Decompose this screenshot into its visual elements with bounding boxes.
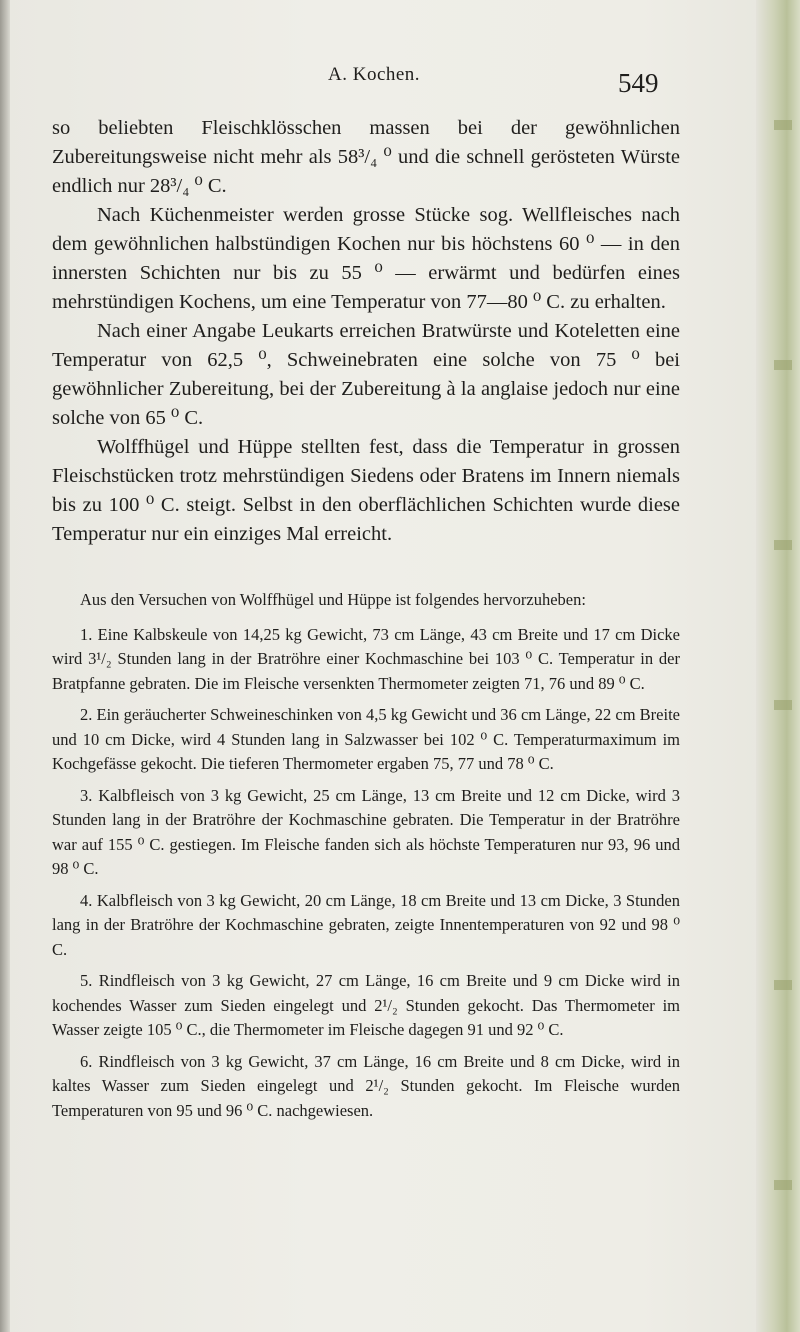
page-gutter-shadow bbox=[0, 0, 10, 1332]
experiments-intro: Aus den Versuchen von Wolffhügel und Hüppe ist folgendes hervorzuheben: bbox=[80, 590, 586, 609]
experiment-1: 1. Eine Kalbskeule von 14,25 kg Gewicht, 73 cm Länge, 43 cm Breite und 17 cm Dicke wird 3¹/₂ Stunden lang in der Bratröhre einer Kochmaschine bei 103 ⁰ C. Temperatur in der Bratpfanne gebraten. Die im Fleische versenkten Thermometer zeigten 71, 76 und 89 ⁰ C. bbox=[52, 624, 680, 693]
page-edge-stain bbox=[756, 0, 800, 1332]
paragraph-3: Nach einer Angabe Leukarts erreichen Bratwürste und Koteletten eine Temperatur von 62,5 ⁰, Schweinebraten eine solche von 75 ⁰ bei gewöhnlicher Zubereitung, bei der Zubereitung à la anglaise jedoch nur eine solche von 65 ⁰ C. bbox=[52, 320, 680, 429]
running-head: A. Kochen. bbox=[328, 64, 421, 85]
experiment-2: 2. Ein geräucherter Schweineschinken von 4,5 kg Gewicht und 36 cm Länge, 22 cm Breite und 10 cm Dicke, wird 4 Stunden lang in Salzwasser bei 102 ⁰ C. Temperaturmaximum im Kochgefässe gekocht. Die tieferen Thermometer ergaben 75, 77 und 78 ⁰ C. bbox=[52, 705, 680, 773]
paragraph-2: Nach Küchenmeister werden grosse Stücke sog. Wellfleisches nach dem gewöhnlichen halbstündigen Kochen nur bis höchstens 60 ⁰ — in den innersten Schichten nur bis zu 55 ⁰ — erwärmt und bedürfen eines mehrstündigen Kochens, um eine Temperatur von 77—80 ⁰ C. zu erhalten. bbox=[52, 204, 680, 313]
page-header bbox=[0, 58, 800, 98]
main-text bbox=[52, 114, 680, 549]
experiment-4: 4. Kalbfleisch von 3 kg Gewicht, 20 cm Länge, 18 cm Breite und 13 cm Dicke, 3 Stunden lang in der Bratröhre der Kochmaschine gebraten, zeigte Innentemperaturen von 92 und 98 ⁰ C. bbox=[52, 890, 680, 959]
page-number: 549 bbox=[618, 68, 659, 98]
paragraph-4: Wolffhügel und Hüppe stellten fest, dass die Temperatur in grossen Fleischstücken trotz mehrstündigen Siedens oder Bratens im Innern niemals bis zu 100 ⁰ C. steigt. Selbst in den oberflächlichen Schichten wurde diese Temperatur nur ein einziges Mal erreicht. bbox=[52, 436, 680, 545]
paragraph-1: so beliebten Fleischklösschen massen bei der gewöhnlichen Zubereitungsweise nicht mehr als 58³/₄ ⁰ und die schnell gerösteten Würste endlich nur 28³/₄ ⁰ C. bbox=[52, 117, 680, 197]
experiment-6: 6. Rindfleisch von 3 kg Gewicht, 37 cm Länge, 16 cm Breite und 8 cm Dicke, wird in kaltes Wasser zum Sieden eingelegt und 2¹/₂ Stunden gekocht. Im Fleische wurden Temperaturen von 95 und 96 ⁰ C. nachgewiesen. bbox=[52, 1051, 680, 1120]
experiment-notes bbox=[52, 588, 680, 1130]
experiment-3: 3. Kalbfleisch von 3 kg Gewicht, 25 cm Länge, 13 cm Breite und 12 cm Dicke, wird 3 Stunden lang in der Bratröhre der Kochmaschine gebraten. Die Temperatur in der Bratröhre war auf 155 ⁰ C. gestiegen. Im Fleische fanden sich als höchste Temperaturen nur 93, 96 und 98 ⁰ C. bbox=[52, 785, 680, 878]
experiment-5: 5. Rindfleisch von 3 kg Gewicht, 27 cm Länge, 16 cm Breite und 9 cm Dicke wird in kochendes Wasser zum Sieden eingelegt und 2¹/₂ Stunden gekocht. Das Thermometer im Wasser zeigte 105 ⁰ C., die Thermometer im Fleische dagegen 91 und 92 ⁰ C. bbox=[52, 971, 680, 1039]
